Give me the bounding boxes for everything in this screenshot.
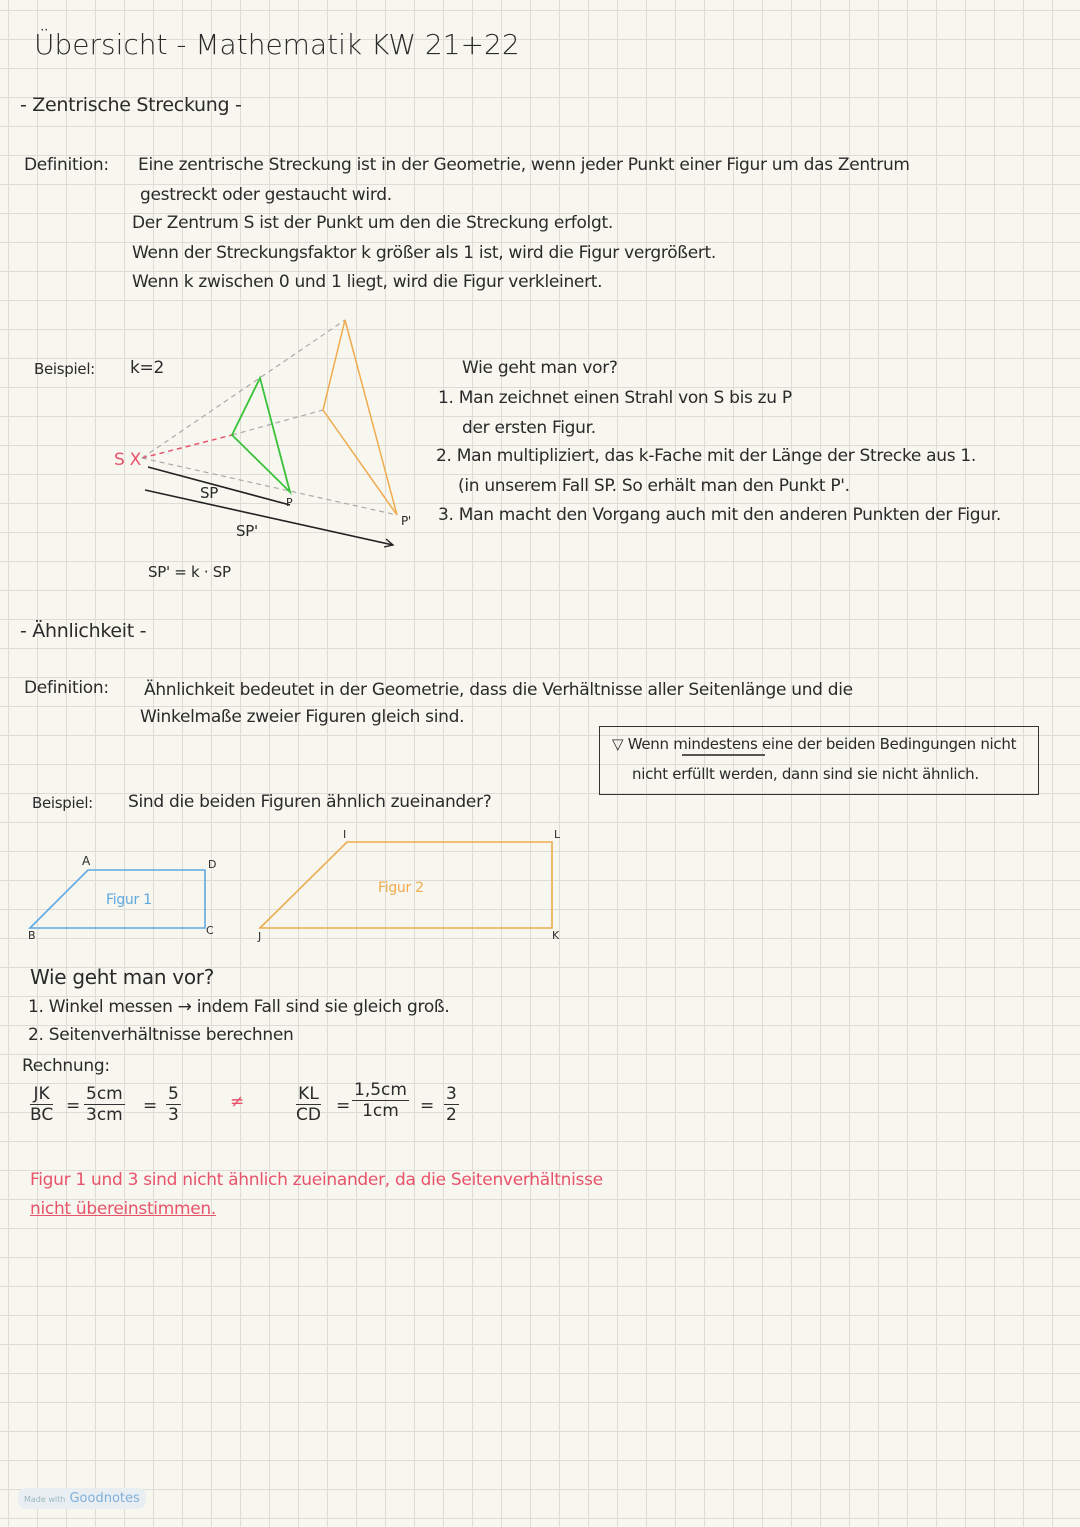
step: 1. Man zeichnet einen Strahl von S bis zu P	[438, 388, 792, 408]
center-s-label: S X	[114, 450, 141, 470]
definition-line: Ähnlichkeit bedeutet in der Geometrie, dass die Verhältnisse aller Seitenlänge und die	[144, 680, 853, 700]
vertex-b: B	[28, 929, 36, 942]
equals: =	[66, 1096, 80, 1116]
fraction-3-2: $\frac{3}{2}$	[446, 1084, 457, 1125]
page-title: Übersicht - Mathematik KW 21+22	[34, 28, 520, 61]
vertex-c: C	[206, 924, 214, 937]
not-equal-sign: ≠	[230, 1092, 244, 1112]
vertex-k: K	[552, 929, 559, 942]
figure-2-label: Figur 2	[378, 880, 424, 896]
example-label: Beispiel:	[34, 360, 95, 378]
sp-label: SP	[200, 484, 218, 502]
k-value: k=2	[130, 358, 165, 378]
step: 1. Winkel messen → indem Fall sind sie gleich groß.	[28, 997, 450, 1017]
goodnotes-badge: Made with Goodnotes	[18, 1488, 146, 1509]
vertex-i: I	[343, 828, 346, 841]
definition-label: Definition:	[24, 155, 109, 175]
fraction-5-3: $\frac{5}{3}$	[168, 1084, 179, 1125]
note-line: nicht erfüllt werden, dann sind sie nicht ähnlich.	[632, 765, 979, 783]
note-line: ▽ Wenn mindestens eine der beiden Bedingungen nicht	[612, 735, 1017, 753]
steps-heading: Wie geht man vor?	[462, 358, 618, 378]
section-heading-zentrische-streckung: - Zentrische Streckung -	[20, 94, 242, 116]
step: 2. Man multipliziert, das k-Fache mit der Länge der Strecke aus 1.	[436, 446, 977, 466]
vertex-l: L	[554, 828, 560, 841]
section-heading-aehnlichkeit: - Ähnlichkeit -	[20, 620, 147, 642]
vertex-j: J	[258, 930, 261, 943]
definition-line: Der Zentrum S ist der Punkt um den die Streckung erfolgt.	[132, 213, 613, 233]
steps-heading: Wie geht man vor?	[30, 965, 215, 989]
p-prime-label: P'	[401, 514, 411, 528]
step: (in unserem Fall SP. So erhält man den Punkt P'.	[458, 476, 850, 496]
fraction-kl-cd: $\frac{KL}{CD}$	[296, 1084, 321, 1125]
sp-prime-label: SP'	[236, 522, 258, 540]
warning-icon: ▽	[612, 735, 628, 753]
fraction-jk-bc: $\frac{JK}{BC}$	[30, 1084, 54, 1125]
definition-line: Eine zentrische Streckung ist in der Geometrie, wenn jeder Punkt einer Figur um das Zentrum	[138, 155, 910, 175]
formula: SP' = k · SP	[148, 563, 231, 581]
equals: =	[336, 1096, 350, 1116]
conclusion-line: Figur 1 und 3 sind nicht ähnlich zueinander, da die Seitenverhältnisse	[30, 1170, 603, 1190]
equals: =	[143, 1096, 157, 1116]
example-label: Beispiel:	[32, 794, 93, 812]
stretched-triangle	[323, 320, 397, 515]
equals: =	[420, 1096, 434, 1116]
step: 3. Man macht den Vorgang auch mit den anderen Punkten der Figur.	[438, 505, 1002, 525]
p-label: P	[286, 496, 293, 509]
vertex-a: A	[82, 854, 90, 868]
note-box	[599, 726, 1039, 795]
step: 2. Seitenverhältnisse berechnen	[28, 1025, 294, 1045]
definition-line: gestreckt oder gestaucht wird.	[140, 185, 392, 205]
figure-1-label: Figur 1	[106, 892, 152, 908]
conclusion-line: nicht übereinstimmen.	[30, 1199, 216, 1219]
vertex-d: D	[208, 858, 217, 871]
fraction-5cm-3cm: $\frac{5cm}{3cm}$	[86, 1084, 123, 1125]
definition-label: Definition:	[24, 678, 109, 698]
step: der ersten Figur.	[462, 418, 596, 438]
similarity-figures	[30, 842, 552, 928]
definition-line: Wenn der Streckungsfaktor k größer als 1 ist, wird die Figur vergrößert.	[132, 243, 717, 263]
example-question: Sind die beiden Figuren ähnlich zueinander?	[128, 792, 492, 812]
original-triangle	[232, 378, 290, 492]
streckung-diagram	[142, 320, 397, 547]
fraction-15cm-1cm: $\frac{1,5cm}{1cm}$	[354, 1080, 407, 1121]
definition-line: Winkelmaße zweier Figuren gleich sind.	[140, 707, 465, 727]
calc-label: Rechnung:	[22, 1056, 110, 1076]
definition-line: Wenn k zwischen 0 und 1 liegt, wird die Figur verkleinert.	[132, 272, 603, 292]
